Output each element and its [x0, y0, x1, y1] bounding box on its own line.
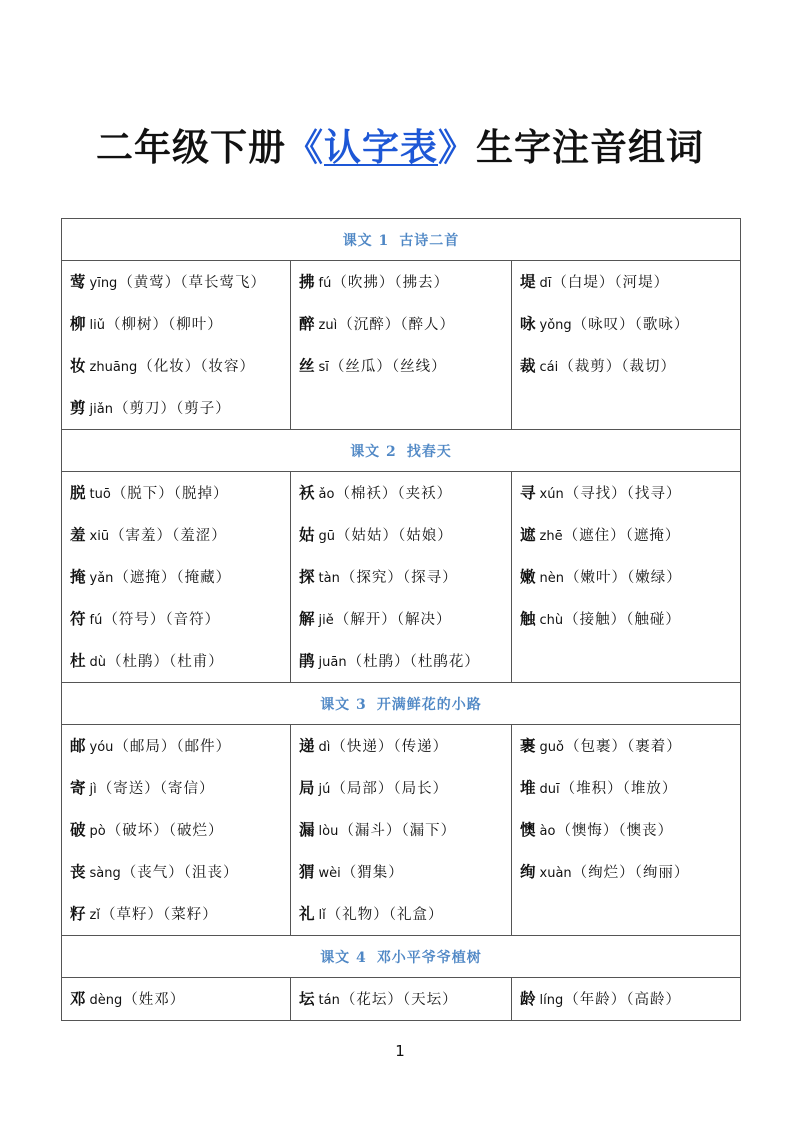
pinyin: xiū — [89, 529, 110, 544]
word-examples: （寄送）（寄信） — [97, 781, 215, 797]
character-entry — [291, 978, 511, 1020]
page-title — [0, 118, 800, 178]
character: 解 — [299, 609, 315, 628]
character: 猬 — [299, 862, 315, 881]
lesson-heading-row — [62, 683, 741, 725]
word-column — [291, 472, 512, 683]
pinyin: yóu — [89, 740, 114, 755]
word-column — [62, 472, 291, 683]
pinyin: yǎn — [89, 571, 114, 586]
character-entry — [291, 556, 511, 598]
lesson-name: 邓小平爷爷植树 — [376, 949, 482, 966]
character-entry — [291, 851, 511, 893]
word-examples: （黄莺）（草长莺飞） — [118, 275, 267, 291]
pinyin: zǐ — [89, 908, 100, 923]
pinyin: xuàn — [539, 866, 572, 881]
word-column — [291, 978, 512, 1021]
title-link-text[interactable]: 认字表 — [324, 126, 438, 169]
word-examples: （杜鹃）（杜鹃花） — [347, 654, 480, 670]
word-column — [291, 725, 512, 936]
character-entry — [291, 598, 511, 640]
character: 羞 — [70, 525, 86, 544]
lesson-words-row — [62, 725, 741, 936]
pinyin: dī — [539, 276, 552, 291]
pinyin: dì — [318, 740, 331, 755]
pinyin: sàng — [89, 866, 121, 881]
word-examples: （符号）（音符） — [103, 612, 221, 628]
character-entry — [62, 893, 290, 935]
character-entry — [291, 472, 511, 514]
pinyin: sī — [318, 360, 329, 375]
lesson-heading — [62, 430, 741, 472]
lesson-name: 开满鲜花的小路 — [376, 696, 482, 713]
character: 坛 — [299, 989, 315, 1008]
word-examples: （破坏）（破烂） — [106, 823, 224, 839]
character-entry — [512, 514, 740, 556]
character-entry — [62, 514, 290, 556]
title-prefix: 二年级下册 — [96, 126, 286, 169]
title-link[interactable] — [286, 126, 476, 169]
character-entry — [512, 472, 740, 514]
lesson-words-row — [62, 261, 741, 430]
pinyin: yīng — [89, 276, 118, 291]
character-entry — [291, 640, 511, 682]
character-entry — [62, 767, 290, 809]
character: 遮 — [520, 525, 536, 544]
word-examples: （寻找）（找寻） — [564, 486, 682, 502]
word-examples: （邮局）（邮件） — [114, 739, 232, 755]
character: 龄 — [520, 989, 536, 1008]
title-suffix: 生字注音组词 — [476, 126, 704, 169]
word-examples: （剪刀）（剪子） — [113, 401, 231, 417]
character: 莺 — [70, 272, 86, 291]
lesson-heading — [62, 683, 741, 725]
character: 局 — [299, 778, 315, 797]
character-entry — [512, 851, 740, 893]
character-entry — [291, 345, 511, 387]
word-examples: （包裹）（裹着） — [564, 739, 682, 755]
character-entry — [62, 640, 290, 682]
character-entry — [62, 261, 290, 303]
word-examples: （害羞）（羞涩） — [110, 528, 227, 544]
lesson-heading — [62, 936, 741, 978]
character: 递 — [299, 736, 315, 755]
character: 咏 — [520, 314, 536, 333]
pinyin: dèng — [89, 993, 123, 1008]
word-examples: （快递）（传递） — [331, 739, 449, 755]
character-entry — [291, 303, 511, 345]
lesson-number: 课文 4 — [320, 949, 367, 966]
pinyin: juān — [318, 655, 347, 670]
word-examples: （姑姑）（姑娘） — [336, 528, 453, 544]
character-entry — [512, 303, 740, 345]
character-entry — [291, 261, 511, 303]
character-entry — [512, 767, 740, 809]
pinyin: fú — [318, 276, 332, 291]
lesson-number: 课文 2 — [350, 443, 397, 460]
word-examples: （解开）（解决） — [334, 612, 452, 628]
character: 寄 — [70, 778, 86, 797]
lesson-name: 古诗二首 — [399, 232, 460, 249]
character-entry — [512, 345, 740, 387]
character: 探 — [299, 567, 315, 586]
pinyin: wèi — [318, 866, 341, 881]
character: 破 — [70, 820, 86, 839]
character: 懊 — [520, 820, 536, 839]
pinyin: zuì — [318, 318, 338, 333]
character: 杜 — [70, 651, 86, 670]
character: 礼 — [299, 904, 315, 923]
character-entry — [291, 767, 511, 809]
pinyin: zhē — [539, 529, 563, 544]
character: 绚 — [520, 862, 536, 881]
character-entry — [62, 598, 290, 640]
character: 柳 — [70, 314, 86, 333]
character-entry — [62, 387, 290, 429]
word-examples: （裁剪）（裁切） — [559, 359, 676, 375]
pinyin: pò — [89, 824, 106, 839]
word-examples: （礼物）（礼盒） — [326, 907, 444, 923]
pinyin: gū — [318, 529, 336, 544]
lesson-name: 找春天 — [406, 443, 452, 460]
word-column — [291, 261, 512, 430]
character: 裁 — [520, 356, 536, 375]
character-entry — [512, 598, 740, 640]
word-examples: （漏斗）（漏下） — [339, 823, 457, 839]
character-entry — [512, 978, 740, 1020]
character: 脱 — [70, 483, 86, 502]
pinyin: lòu — [318, 824, 339, 839]
character: 鹃 — [299, 651, 315, 670]
lesson-heading-row — [62, 430, 741, 472]
word-examples: （沉醉）（醉人） — [338, 317, 455, 333]
character-entry — [62, 472, 290, 514]
word-examples: （探究）（探寻） — [340, 570, 458, 586]
lesson-number: 课文 3 — [320, 696, 367, 713]
word-examples: （化妆）（妆容） — [138, 359, 256, 375]
word-examples: （柳树）（柳叶） — [105, 317, 223, 333]
pinyin: jú — [318, 782, 331, 797]
character: 醉 — [299, 314, 315, 333]
character: 嫩 — [520, 567, 536, 586]
character: 掩 — [70, 567, 86, 586]
word-examples: （接触）（触碰） — [564, 612, 681, 628]
pinyin: fú — [89, 613, 103, 628]
pinyin: nèn — [539, 571, 564, 586]
word-examples: （遮掩）（掩藏） — [114, 570, 232, 586]
lesson-number: 课文 1 — [342, 232, 390, 249]
page-number: 1 — [395, 1042, 405, 1060]
character: 触 — [520, 609, 536, 628]
word-examples: （绚烂）（绚丽） — [572, 865, 690, 881]
word-column — [62, 261, 291, 430]
character: 袄 — [299, 483, 315, 502]
character-entry — [62, 345, 290, 387]
pinyin: xún — [539, 487, 564, 502]
character-entry — [291, 893, 511, 935]
word-examples: （年龄）（高龄） — [564, 992, 681, 1008]
pinyin: tàn — [318, 571, 340, 586]
character: 丧 — [70, 862, 86, 881]
word-column — [512, 261, 741, 430]
word-examples: （局部）（局长） — [331, 781, 449, 797]
pinyin: ǎo — [318, 487, 335, 502]
character-entry — [62, 725, 290, 767]
character-entry — [62, 809, 290, 851]
word-examples: （白堤）（河堤） — [552, 275, 670, 291]
word-column — [62, 725, 291, 936]
character-entry — [291, 725, 511, 767]
pinyin: jì — [89, 782, 97, 797]
word-column — [512, 472, 741, 683]
word-examples: （棉袄）（夹袄） — [335, 486, 453, 502]
lesson-heading — [62, 219, 741, 261]
lesson-words-row — [62, 978, 741, 1021]
word-examples: （杜鹃）（杜甫） — [107, 654, 224, 670]
pinyin: jiě — [318, 613, 334, 628]
character-entry — [62, 556, 290, 598]
word-examples: （遮住）（遮掩） — [563, 528, 681, 544]
word-examples: （吹拂）（拂去） — [332, 275, 450, 291]
character: 符 — [70, 609, 86, 628]
character-entry — [512, 261, 740, 303]
character: 姑 — [299, 525, 315, 544]
word-examples: （堆积）（堆放） — [560, 781, 678, 797]
lesson-heading-row — [62, 936, 741, 978]
word-examples: （脱下）（脱掉） — [111, 486, 229, 502]
pinyin: chù — [539, 613, 564, 628]
pinyin: lǐ — [318, 908, 326, 923]
title-bracket-close: 》 — [438, 126, 476, 169]
character: 堆 — [520, 778, 536, 797]
character-entry — [512, 725, 740, 767]
word-examples: （丝瓜）（丝线） — [329, 359, 447, 375]
character-entry — [291, 809, 511, 851]
word-column — [62, 978, 291, 1021]
character: 邮 — [70, 736, 86, 755]
character: 剪 — [70, 398, 86, 417]
character-entry — [62, 303, 290, 345]
character: 拂 — [299, 272, 315, 291]
word-column — [512, 725, 741, 936]
word-examples: （丧气）（沮丧） — [121, 865, 239, 881]
character-entry — [291, 514, 511, 556]
word-examples: （懊悔）（懊丧） — [556, 823, 674, 839]
pinyin: yǒng — [539, 318, 572, 333]
pinyin: liǔ — [89, 318, 105, 333]
lesson-heading-row — [62, 219, 741, 261]
character-entry — [512, 556, 740, 598]
character-entry — [512, 809, 740, 851]
pinyin: tán — [318, 993, 340, 1008]
word-examples: （花坛）（天坛） — [340, 992, 458, 1008]
pinyin: duī — [539, 782, 560, 797]
pinyin: líng — [539, 993, 564, 1008]
word-examples: （咏叹）（歌咏） — [572, 317, 690, 333]
word-examples: （猬集） — [341, 865, 404, 881]
word-examples: （草籽）（菜籽） — [100, 907, 218, 923]
pinyin: cái — [539, 360, 559, 375]
pinyin: zhuāng — [89, 360, 138, 375]
word-column — [512, 978, 741, 1021]
character-table — [61, 218, 741, 1021]
pinyin: tuō — [89, 487, 111, 502]
word-examples: （嫩叶）（嫩绿） — [565, 570, 682, 586]
character: 裹 — [520, 736, 536, 755]
character: 籽 — [70, 904, 86, 923]
character: 漏 — [299, 820, 315, 839]
character: 寻 — [520, 483, 536, 502]
word-examples: （姓邓） — [123, 992, 186, 1008]
pinyin: guǒ — [539, 740, 564, 755]
character: 妆 — [70, 356, 86, 375]
character: 丝 — [299, 356, 315, 375]
title-bracket-open: 《 — [286, 126, 324, 169]
lesson-words-row — [62, 472, 741, 683]
character-entry — [62, 978, 290, 1020]
pinyin: ào — [539, 824, 556, 839]
pinyin: dù — [89, 655, 107, 670]
pinyin: jiǎn — [89, 402, 113, 417]
character-entry — [62, 851, 290, 893]
character: 堤 — [520, 272, 536, 291]
character: 邓 — [70, 989, 86, 1008]
